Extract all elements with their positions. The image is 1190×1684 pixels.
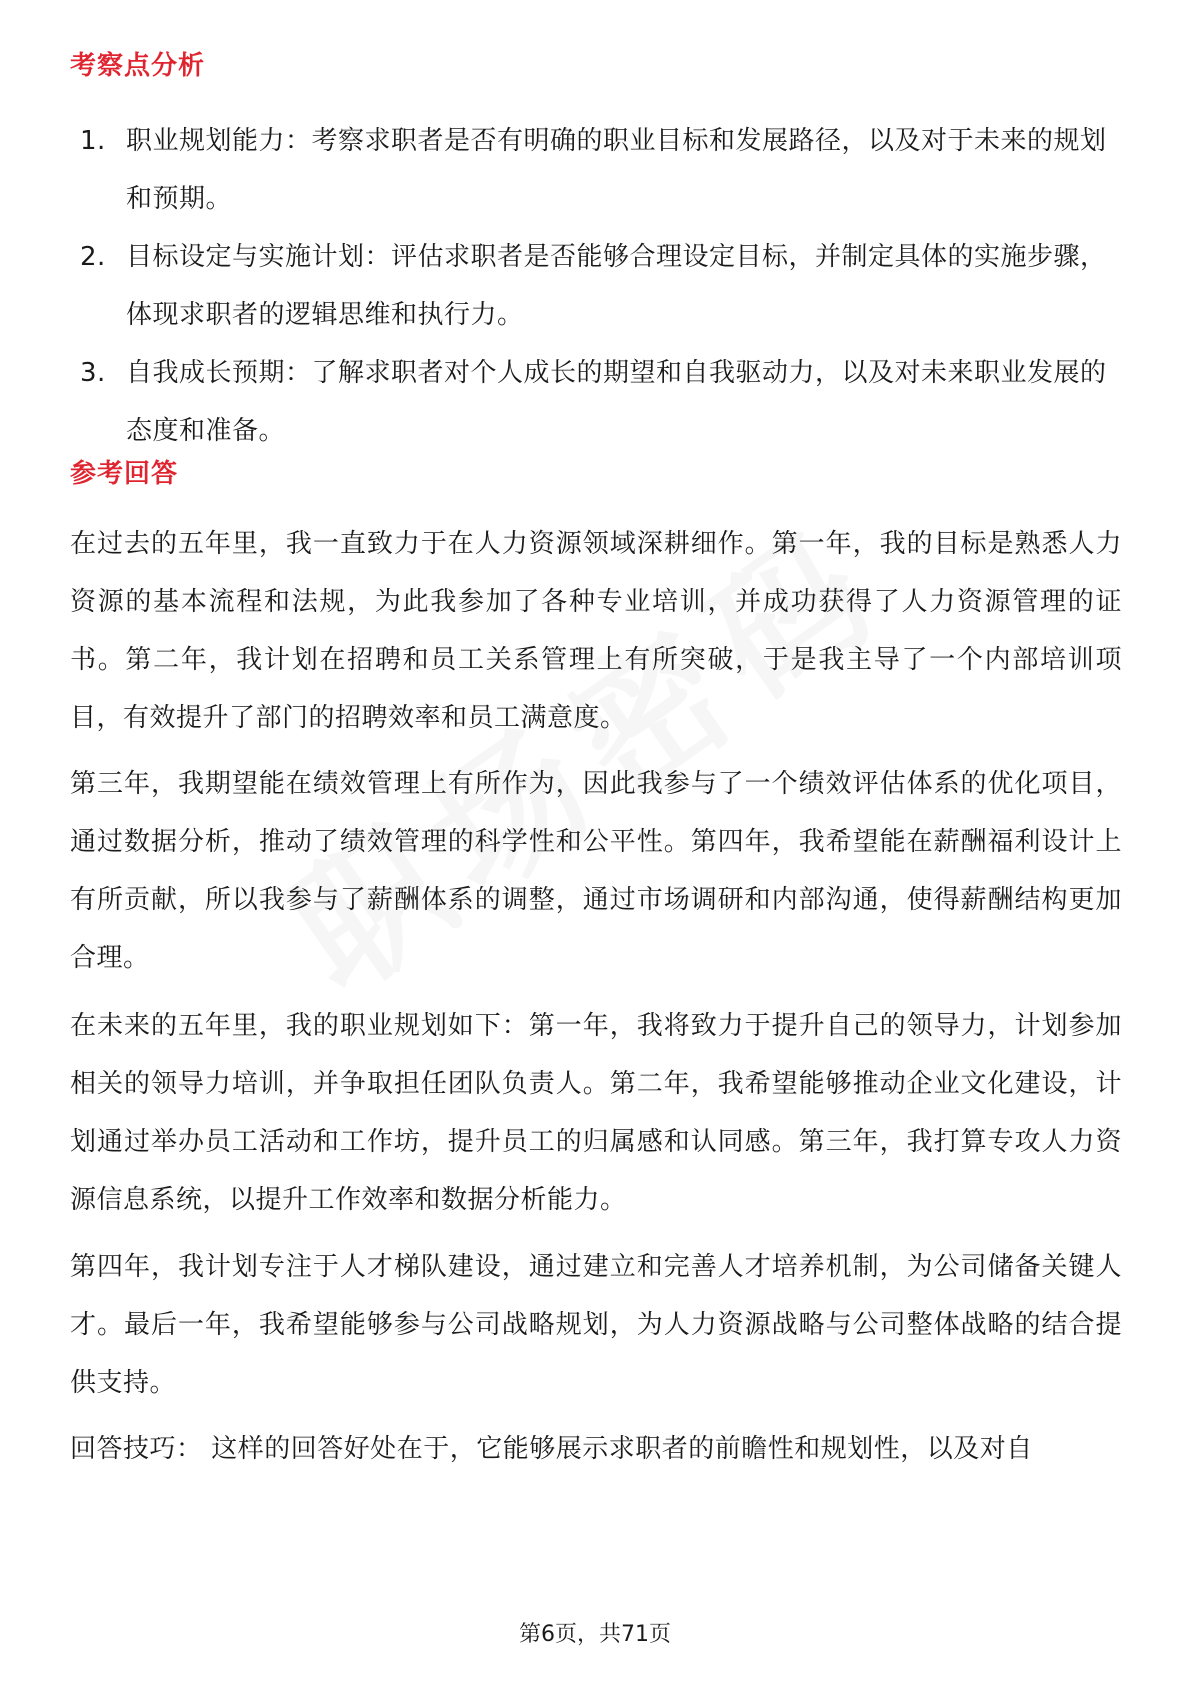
list-number: 2. <box>80 242 106 272</box>
paragraph: 在未来的五年里，我的职业规划如下：第一年，我将致力于提升自己的领导力，计划参加相关的领导力培训，并争取担任团队负责人。第二年，我希望能够推动企业文化建设，计划通过举办员工活动和工作坊，提升员工的归属感和认同感。第三年，我打算专攻人力资源信息系统，以提升工作效率和数据分析能力。 <box>70 1011 1122 1215</box>
list-item <box>80 228 1120 344</box>
section-heading-reference-answer: 参考回答 <box>70 459 179 489</box>
page-footer: 第6页，共71页 <box>519 1622 671 1647</box>
list-text: 职业规划能力：考察求职者是否有明确的职业目标和发展路径，以及对于未来的规划和预期。 <box>126 126 1107 214</box>
analysis-list <box>80 112 1120 460</box>
section-heading-analysis: 考察点分析 <box>70 51 206 81</box>
list-item <box>80 112 1120 228</box>
list-number: 3. <box>80 358 106 388</box>
list-number: 1. <box>80 126 106 156</box>
paragraph: 第四年，我计划专注于人才梯队建设，通过建立和完善人才培养机制，为公司储备关键人才。最后一年，我希望能够参与公司战略规划，为人力资源战略与公司整体战略的结合提供支持。 <box>70 1252 1122 1398</box>
list-text: 自我成长预期：了解求职者对个人成长的期望和自我驱动力，以及对未来职业发展的态度和准备。 <box>126 358 1107 446</box>
paragraph: 回答技巧： 这样的回答好处在于，它能够展示求职者的前瞻性和规划性，以及对自 <box>70 1434 1033 1464</box>
list-text: 目标设定与实施计划：评估求职者是否能够合理设定目标，并制定具体的实施步骤，体现求职者的逻辑思维和执行力。 <box>126 242 1107 330</box>
paragraph: 在过去的五年里，我一直致力于在人力资源领域深耕细作。第一年，我的目标是熟悉人力资源的基本流程和法规，为此我参加了各种专业培训，并成功获得了人力资源管理的证书。第二年，我计划在招聘和员工关系管理上有所突破，于是我主导了一个内部培训项目，有效提升了部门的招聘效率和员工满意度。 <box>70 529 1122 733</box>
list-item <box>80 344 1120 460</box>
paragraph: 第三年，我期望能在绩效管理上有所作为，因此我参与了一个绩效评估体系的优化项目，通过数据分析，推动了绩效管理的科学性和公平性。第四年，我希望能在薪酬福利设计上有所贡献，所以我参与了薪酬体系的调整，通过市场调研和内部沟通，使得薪酬结构更加合理。 <box>70 769 1122 973</box>
